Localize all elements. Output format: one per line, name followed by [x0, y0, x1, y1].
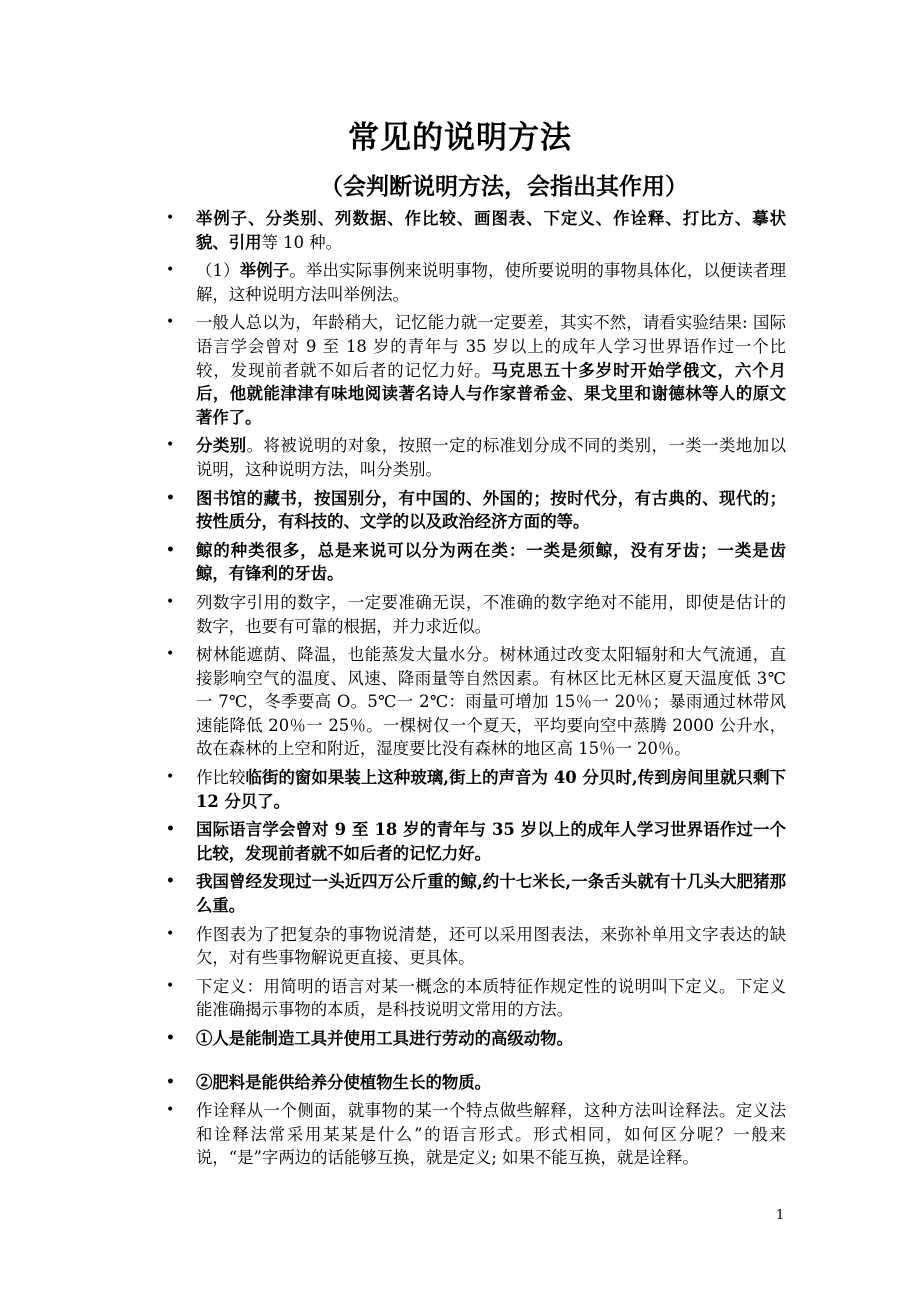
- list-item: [166, 311, 786, 429]
- list-item: [166, 1099, 786, 1170]
- body-text: 等 10 种。: [261, 232, 343, 252]
- body-text: 。举出实际事例来说明事物，使所要说明的事物具体化，以便读者理解，这种说明方法叫举例法。: [196, 261, 787, 304]
- list-item: [166, 643, 786, 761]
- bold-text: 马克思五十多岁时开始学俄文，六个月后，他就能津津有味地阅读著名诗人与作家普希金、果戈里和谢德林等人的原文著作了。: [196, 360, 787, 427]
- list-item: [166, 539, 786, 586]
- list-item: [166, 818, 786, 865]
- body-text: 。将被说明的对象，按照一定的标准划分成不同的类别，一类一类地加以说明，这种说明方法，叫分类别。: [196, 436, 787, 479]
- bold-text: 我国曾经发现过一头近四万公斤重的鲸,约十七米长,一条舌头就有十几头大肥猪那么重。: [196, 872, 786, 916]
- bold-text: 鲸的种类很多，总是来说可以分为两在类：一类是须鲸，没有牙齿；一类是齿鲸，有锋利的牙齿。: [196, 540, 786, 584]
- list-item: [166, 487, 786, 534]
- body-text: 下定义：用简明的语言对某一概念的本质特征作规定性的说明叫下定义。下定义能准确揭示事物的本质，是科技说明文常用的方法。: [196, 976, 786, 1020]
- page-subtitle: （会判断说明方法，会指出其作用）: [320, 173, 688, 200]
- list-item: [166, 870, 786, 917]
- bold-text: 举例子: [239, 261, 290, 281]
- list-item: [166, 975, 786, 1022]
- bullet-list: [166, 207, 786, 1175]
- list-item: [166, 1071, 786, 1095]
- list-item: [166, 766, 786, 813]
- bold-text: 临街的窗如果装上这种玻璃,街上的声音为 40 分贝时,传到房间里就只剩下 12 分贝了。: [196, 768, 786, 811]
- body-text: 树林能遮荫、降温，也能蒸发大量水分。树林通过改变太阳辐射和大气流通，直接影响空气的温度、风速、降雨量等自然因素。有林区比无林区夏天温度低 3℃一 7℃，冬季要高 O。5℃一 2℃：雨量可增加 15％一 20％；暴雨通过林带风速能降低 20％一 25％。一棵树仅一个夏天，平均要向空中蒸腾 2000 公升水，故在森林的上空和附近，湿度要比没有森林的地区高 15％一 20％。: [196, 645, 786, 759]
- body-text: 作图表为了把复杂的事物说清楚，还可以采用图表法，来弥补单用文字表达的缺欠，对有些事物解说更直接、更具体。: [196, 924, 786, 968]
- list-item: [166, 923, 786, 970]
- body-text: （1）: [196, 261, 240, 281]
- bold-text: 国际语言学会曾对 9 至 18 岁的青年与 35 岁以上的成年人学习世界语作过一个比较，发现前者就不如后者的记忆力好。: [196, 820, 786, 863]
- bold-text: ②肥料是能供给养分使植物生长的物质。: [196, 1072, 492, 1092]
- list-item: [166, 1027, 786, 1051]
- list-item: [166, 434, 786, 481]
- page-number: 1: [776, 1208, 785, 1223]
- list-item: [166, 207, 786, 254]
- bold-text: 图书馆的藏书，按国别分，有中国的、外国的；按时代分，有古典的、现代的；按性质分，有科技的、文学的以及政治经济方面的等。: [196, 488, 786, 532]
- bold-text: ①人是能制造工具并使用工具进行劳动的高级动物。: [196, 1029, 573, 1048]
- bold-text: 分类别: [196, 436, 247, 456]
- list-item: [166, 259, 786, 306]
- body-text: 作诠释从一个侧面，就事物的某一个特点做些解释，这种方法叫诠释法。定义法和诠释法常采用某某是什么”的语言形式。形式相同，如何区分呢？一般来说，“是”字两边的话能够互换，就是定义; 如果不能互换，就是诠释。: [196, 1101, 786, 1168]
- body-text: 列数字引用的数字，一定要准确无误，不准确的数字绝对不能用，即使是估计的数字，也要有可靠的根据，并力求近似。: [196, 592, 786, 636]
- page-title: 常见的说明方法: [348, 120, 572, 156]
- list-item: [166, 591, 786, 638]
- body-text: 作比较: [196, 768, 246, 788]
- body-text: 一般人总以为，年龄稍大，记忆能力就一定要差，其实不然，请看实验结果: 国际语言学会曾对 9 至 18 岁的青年与 35 岁以上的成年人学习世界语作过一个比较，发现前者就不如后者的记忆力好。: [196, 313, 786, 380]
- bold-text: 举例子、分类别、列数据、作比较、画图表、下定义、作诠释、打比方、摹状貌、引用: [196, 209, 786, 252]
